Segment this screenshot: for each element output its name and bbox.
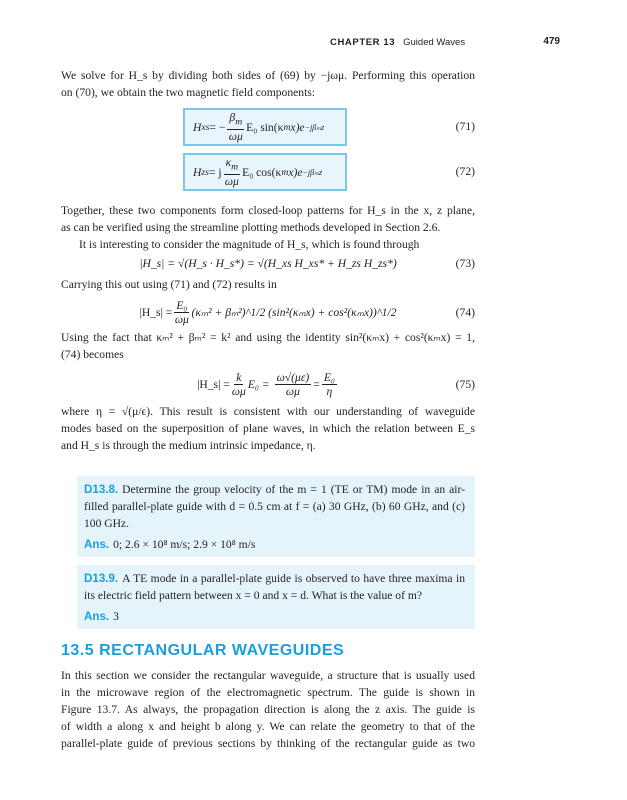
answer-label: Ans.	[84, 610, 110, 623]
eq-text: k	[236, 370, 242, 384]
eq-text: = j	[208, 165, 222, 179]
equation-71-box	[183, 108, 347, 146]
eq-text: ωμ	[174, 312, 189, 326]
eq-text: |H_s| =	[197, 377, 230, 391]
text-line: We solve for H_s by dividing both sides of (69) by −jωμ. Performing this operation	[61, 69, 475, 82]
eq-text: x)e	[288, 165, 303, 179]
equation-number: (74)	[455, 305, 475, 319]
eq-text: β	[229, 111, 236, 125]
paragraph-where	[61, 403, 475, 454]
drill-problem-d13-9	[77, 565, 475, 629]
eq-text: =	[313, 377, 320, 391]
paragraph-intro	[61, 67, 475, 101]
eq-text: x)e	[290, 120, 305, 134]
section-heading: 13.5 RECTANGULAR WAVEGUIDES	[61, 642, 345, 659]
eq-text: ωμ	[231, 384, 246, 398]
text-line: Carrying this out using (71) and (72) results in	[61, 278, 277, 291]
equation-number: (73)	[455, 256, 475, 270]
eq-text: |H_s| =	[139, 305, 173, 319]
text-line: modes based on the superposition of plane waves, in which the relation between E_s	[61, 422, 475, 435]
eq-text: m	[231, 161, 239, 173]
text-line: (74) becomes	[61, 348, 124, 361]
eq-text: ω√(με)	[276, 370, 310, 384]
equation-number: (72)	[455, 165, 475, 178]
eq-text: E₀ cos(κ	[242, 165, 282, 179]
text-line: as can be verified using the streamline plotting methods developed in Section 2.6.	[61, 221, 441, 234]
eq-text: −jβₘz	[304, 122, 325, 132]
equation-74	[61, 294, 475, 330]
eq-text: xs	[201, 121, 210, 133]
eq-text: zs	[201, 166, 209, 178]
eq-text: E₀	[323, 370, 335, 384]
running-header	[330, 37, 475, 48]
text-line: Figure 13.7. As always, the propagation direction is along the z axis. The guide is	[61, 703, 475, 716]
text-line: and H_s is through the medium intrinsic impedance, η.	[61, 439, 316, 452]
eq-text: m	[235, 116, 243, 128]
lower-content	[61, 476, 475, 752]
eq-text: −jβₘz	[302, 167, 323, 177]
drill-label: D13.9.	[84, 572, 119, 585]
equation-75	[61, 366, 475, 402]
eq-text: ωμ	[224, 174, 239, 188]
text-line: where η = √(μ/ϵ). This result is consistent with our understanding of waveguide	[61, 405, 475, 418]
drill-problem-d13-8	[77, 476, 475, 557]
eq-text: E₀	[176, 298, 188, 312]
text-line: of width a along x and height b along y. We can relate the geometry to that of the	[61, 720, 475, 733]
drill-label: D13.8.	[84, 483, 119, 496]
eq-text: κ	[225, 156, 232, 170]
eq-text: E₀ sin(κ	[246, 120, 284, 134]
text-line: in the microwave region of the electromagnetic spectrum. The guide is shown in	[61, 686, 475, 699]
paragraph-identity	[61, 329, 475, 363]
text-line: Using the fact that κₘ² + βₘ² = k² and using the identity sin²(κₘx) + cos²(κₘx) = 1,	[61, 331, 475, 344]
chapter-label: CHAPTER 13	[330, 37, 396, 48]
text-line: Together, these two components form closed-loop patterns for H_s in the x, z plane,	[61, 204, 475, 217]
paragraph-rectangular	[61, 667, 475, 752]
text-line: It is interesting to consider the magnitude of H_s, which is found through	[79, 238, 420, 251]
answer-text: 3	[113, 610, 119, 623]
eq-text: ωμ	[228, 129, 243, 143]
eq-text: η	[326, 384, 333, 398]
page-number: 479	[543, 36, 560, 47]
equation-number: (71)	[455, 120, 475, 133]
eq-text: H	[193, 165, 202, 179]
answer-text: 0; 2.6 × 10⁸ m/s; 2.9 × 10⁸ m/s	[113, 538, 256, 551]
drill-text: A TE mode in a parallel-plate guide is observed to have three maxima in its electric field pattern between x = 0 and x = d. What is the value of m?	[84, 572, 465, 602]
paragraph-closed-loop	[61, 202, 475, 253]
equation-73	[61, 248, 475, 278]
eq-text: m	[281, 166, 289, 178]
eq-text: ωμ	[285, 384, 300, 398]
equation-72-box	[183, 153, 347, 191]
text-line: parallel-plate guide of previous sections by thinking of the rectangular guide as two	[61, 737, 475, 750]
answer-label: Ans.	[84, 538, 110, 551]
chapter-title: Guided Waves	[403, 37, 466, 48]
equation-number: (75)	[455, 377, 475, 391]
eq-text: E₀ =	[247, 377, 270, 391]
eq-text: |H_s| = √(H_s · H_s*) = √(H_xs H_xs* + H_zs H_zs*)	[139, 256, 397, 270]
eq-text: H	[193, 120, 202, 134]
eq-text: (κₘ² + βₘ²)^1/2 (sin²(κₘx) + cos²(κₘx))^1/2	[191, 306, 397, 319]
text-line: on (70), we obtain the two magnetic field components:	[61, 86, 316, 99]
drill-text: Determine the group velocity of the m = 1 (TE or TM) mode in an air-filled parallel-plate guide with d = 0.5 cm at f = (a) 30 GHz, (b) 60 GHz, and (c) 100 GHz.	[84, 483, 465, 530]
eq-text: = −	[209, 120, 226, 134]
eq-text: m	[283, 121, 291, 133]
paragraph-carrying	[61, 276, 475, 293]
text-line: In this section we consider the rectangular waveguide, a structure that is usually used	[61, 669, 475, 682]
